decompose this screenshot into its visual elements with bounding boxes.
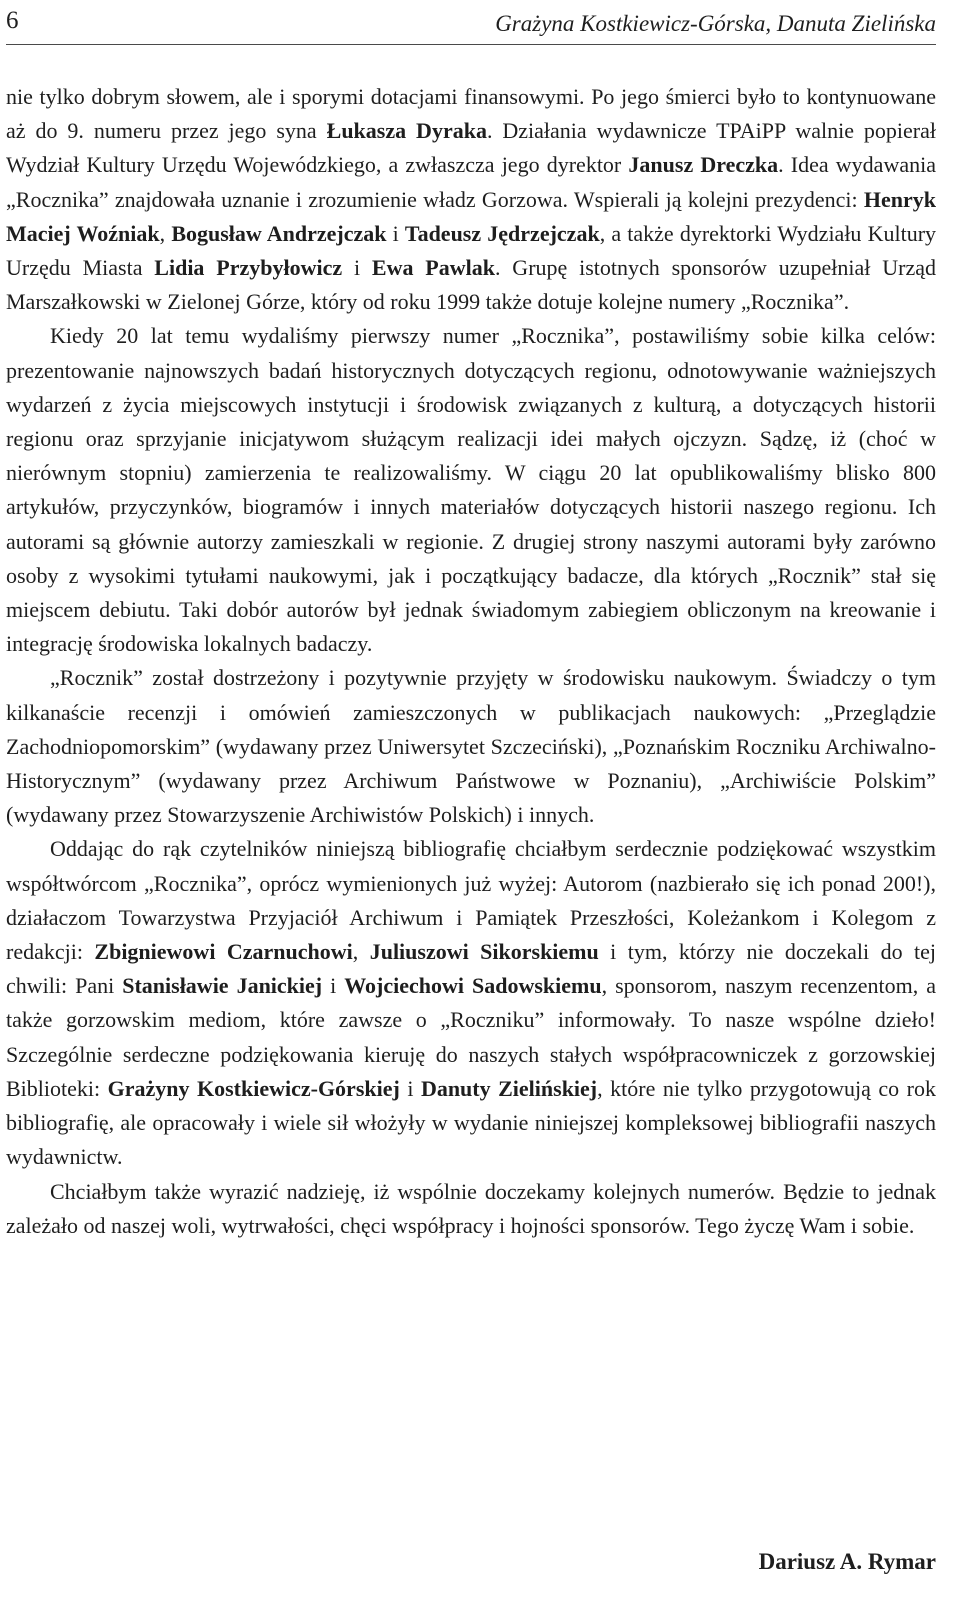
bold-name: Ewa Pawlak: [371, 255, 495, 281]
text-run: nie tylko dobrym słowem, ale i sporymi dotacjami finansowymi. Po jego śmierci było to kontynuowane aż do 9. numeru przez jego syna: [6, 84, 936, 144]
bold-name: Zbigniewowi Czarnuchowi: [94, 939, 353, 965]
text-run: i: [322, 973, 345, 999]
bold-name: Łukasza Dyraka: [326, 118, 487, 144]
text-run: i: [342, 255, 372, 281]
bold-name: Tadeusz Jędrzejczak: [404, 220, 600, 246]
running-header: [6, 4, 936, 45]
author-signature: Dariusz A. Rymar: [758, 1549, 936, 1574]
text-run: Oddając do rąk czytelników niniejszą bibliografię chciałbym serdecznie podziękować wszystkim współtwórcom „Rocznika”, oprócz wymienionych już wyżej: Autorom (nazbierało się ich ponad 200!), działaczom Towarzystwa Przyjaciół Archiwum i Pamiątek Przeszłości, Koleżankom i Kolegom z redakcji:: [6, 836, 936, 965]
paragraph: [6, 1175, 936, 1243]
paragraph: [6, 832, 936, 1174]
body-text: [6, 80, 936, 1243]
bold-name: Janusz Dreczka: [628, 152, 779, 178]
bold-name: Juliuszowi Sikorskiemu: [369, 939, 599, 965]
bold-name: Danuty Zielińskiej: [420, 1075, 598, 1101]
text-run: ,: [352, 939, 370, 965]
bold-name: Henryk Maciej Woźniak: [6, 186, 936, 246]
text-run: Chciałbym także wyrazić nadzieję, iż wspólnie doczekamy kolejnych numerów. Będzie to jednak zależało od naszej woli, wytrwałości, chęci współpracy i hojności sponsorów. Tego życzę Wam i sobie.: [6, 1178, 936, 1238]
text-run: , a także dyrektorki Wydziału Kultury Urzędu Miasta: [6, 220, 937, 281]
bold-name: Wojciechowi Sadowskiemu: [344, 973, 602, 999]
bold-name: Grażyny Kostkiewicz-Górskiej: [107, 1075, 400, 1101]
paragraph: [6, 80, 936, 319]
bold-name: Bogusław Andrzejczak: [171, 220, 387, 246]
text-run: i: [386, 220, 405, 246]
page-number: 6: [6, 7, 19, 34]
running-title: Grażyna Kostkiewicz-Górska, Danuta Zielińska: [495, 11, 936, 36]
text-run: . Działania wydawnicze TPAiPP walnie popierał Wydział Kultury Urzędu Wojewódzkiego, a zwłaszcza jego dyrektor: [6, 118, 937, 178]
text-run: , sponsorom, naszym recenzentom, a także gorzowskim mediom, które zawsze o „Roczniku” informowały. To nasze wspólne dzieło! Szczególnie serdeczne podziękowania kieruję do naszych stałych współpracowniczek z gorzowskiej Biblioteki:: [6, 973, 936, 1101]
text-run: ,: [159, 220, 172, 246]
text-run: . Grupę istotnych sponsorów uzupełniał Urząd Marszałkowski w Zielonej Górze, który od roku 1999 także dotuje kolejne numery „Rocznika”.: [6, 255, 936, 315]
text-run: „Rocznik” został dostrzeżony i pozytywnie przyjęty w środowisku naukowym. Świadczy o tym kilkanaście recenzji i omówień zamieszczonych w publikacjach naukowych: „Przeglądzie Zachodniopomorskim” (wydawany przez Uniwersytet Szczeciński), „Poznańskim Roczniku Archiwalno-Historycznym” (wydawany przez Archiwum Państwowe w Poznaniu), „Archiwiście Polskim” (wydawany przez Stowarzyszenie Archiwistów Polskich) i innych.: [6, 665, 936, 828]
text-run: i: [399, 1075, 421, 1101]
bold-name: Lidia Przybyłowicz: [154, 255, 343, 281]
text-run: i tym, którzy nie doczekali do tej chwili: Pani: [6, 939, 936, 999]
paragraph: [6, 661, 936, 832]
text-run: , które nie tylko przygotowują co rok bibliografię, ale opracowały i wiele sił włożyły w wydanie niniejszej kompleksowej bibliografii naszych wydawnictw.: [6, 1075, 936, 1170]
text-run: Kiedy 20 lat temu wydaliśmy pierwszy numer „Rocznika”, postawiliśmy sobie kilka celów: prezentowanie najnowszych badań historycznych dotyczących regionu, odnotowywanie ważniejszych wydarzeń z życia miejscowych instytucji i środowisk związanych z kulturą, a dotyczących historii regionu oraz sprzyjanie inicjatywom służącym realizacji idei małych ojczyzn. Sądzę, iż (choć w nierównym stopniu) zamierzenia te realizowaliśmy. W ciągu 20 lat opublikowaliśmy blisko 800 artykułów, przyczynków, biogramów i innych materiałów dotyczących historii naszego regionu. Ich autorami są głównie autorzy zamieszkali w regionie. Z drugiej strony naszymi autorami były zarówno osoby z wysokimi tytułami naukowymi, jak i początkujący badacze, dla których „Rocznik” stał się miejscem debiutu. Taki dobór autorów był jednak świadomym zabiegiem obliczonym na kreowanie i integrację środowiska lokalnych badaczy.: [6, 323, 936, 657]
paragraph: [6, 319, 936, 661]
bold-name: Stanisławie Janickiej: [122, 973, 323, 999]
text-run: . Idea wydawania „Rocznika” znajdowała uznanie i zrozumienie władz Gorzowa. Wspierali ją kolejni prezydenci:: [6, 152, 936, 212]
